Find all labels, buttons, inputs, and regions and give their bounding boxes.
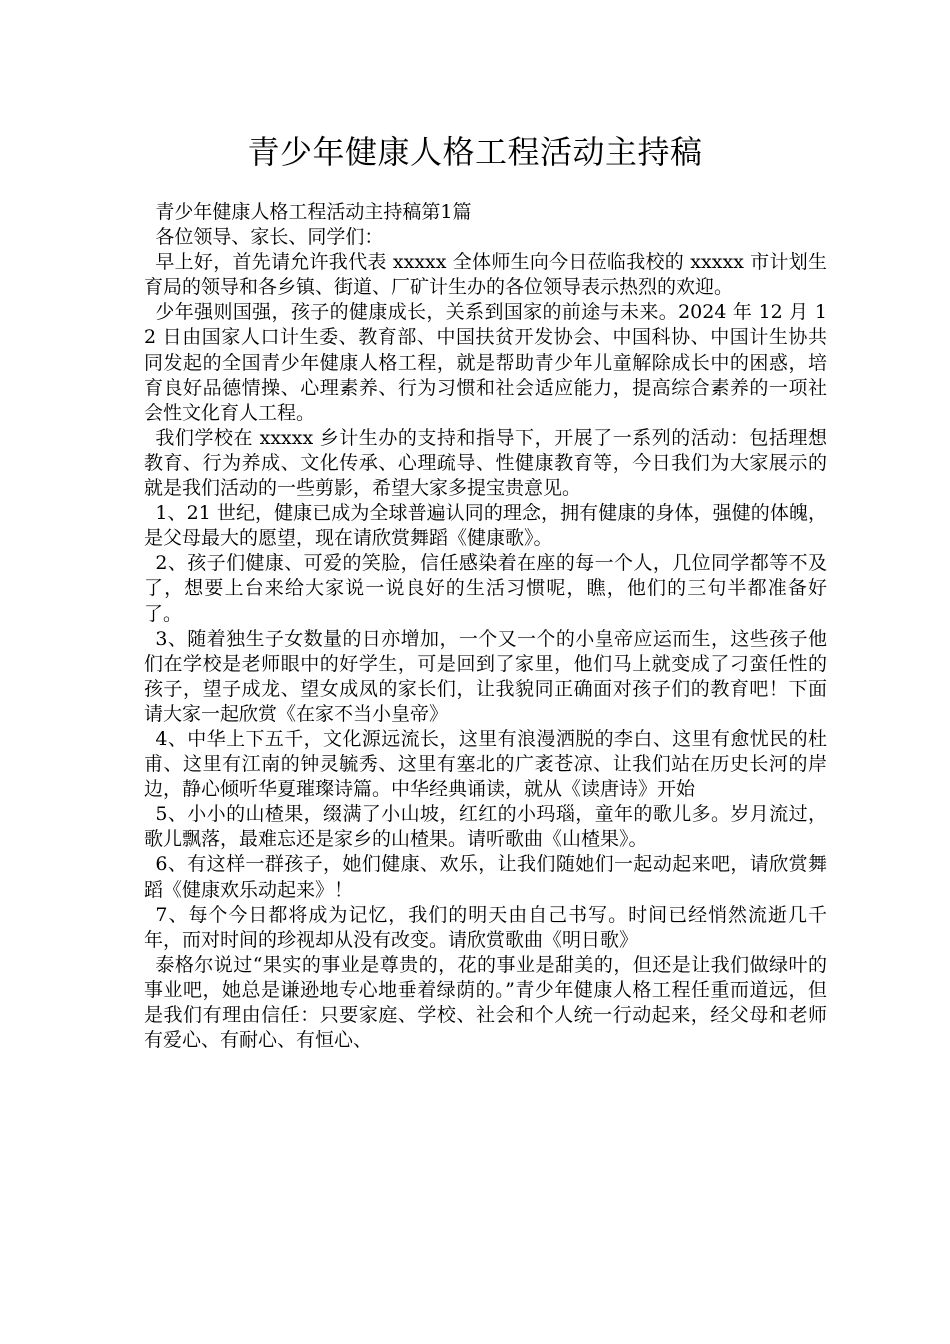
paragraph-section-heading: 青少年健康人格工程活动主持稿第1篇 xyxy=(155,201,472,223)
document-title: 青少年健康人格工程活动主持稿 xyxy=(247,133,703,171)
paragraph-closing: 泰格尔说过“果实的事业是尊贵的，花的事业是甜美的，但还是让我们做绿叶的事业吧，她总是谦逊地专心地垂着绿荫的。”青少年健康人格工程任重而道远，但是我们有理由信任：只要家庭、学校、社会和个人统一行动起来，经父母和老师有爱心、有耐心、有恒心、 xyxy=(144,953,827,1052)
paragraph-welcome: 早上好，首先请允许我代表 xxxxx 全体师生向今日莅临我校的 xxxxx 市计划生育局的领导和各乡镇、街道、厂矿计生办的各位领导表示热烈的欢迎。 xyxy=(144,251,827,299)
paragraph-item-2: 2、孩子们健康、可爱的笑脸，信任感染着在座的每一个人，几位同学都等不及了，想要上台来给大家说一说良好的生活习惯呢，瞧，他们的三句半都准备好了。 xyxy=(144,552,827,625)
paragraph-activities: 我们学校在 xxxxx 乡计生办的支持和指导下，开展了一系列的活动：包括理想教育、行为养成、文化传承、心理疏导、性健康教育等，今日我们为大家展示的就是我们活动的一些剪影，希望大家多提宝贵意见。 xyxy=(144,426,827,500)
paragraph-item-6: 6、有这样一群孩子，她们健康、欢乐，让我们随她们一起动起来吧，请欣赏舞蹈《健康欢乐动起来》！ xyxy=(144,853,827,901)
paragraph-item-3: 3、随着独生子女数量的日亦增加，一个又一个的小皇帝应运而生，这些孩子他们在学校是老师眼中的好学生，可是回到了家里，他们马上就变成了刁蛮任性的孩子，望子成龙、望女成凤的家长们，让我貌同正确面对孩子们的教育吧！下面请大家一起欣赏《在家不当小皇帝》 xyxy=(144,627,827,725)
paragraph-item-4: 4、中华上下五千，文化源远流长，这里有浪漫洒脱的李白、这里有愈忧民的杜甫、这里有江南的钟灵毓秀、这里有塞北的广袤苍凉、让我们站在历史长河的岸边，静心倾听华夏璀璨诗篇。中华经典诵读，就从《读唐诗》开始 xyxy=(144,727,827,801)
paragraph-item-1: 1、21 世纪，健康已成为全球普遍认同的理念，拥有健康的身体，强健的体魄，是父母最大的愿望，现在请欣赏舞蹈《健康歌》。 xyxy=(144,502,827,550)
paragraph-salutation: 各位领导、家长、同学们： xyxy=(155,226,384,249)
paragraph-background: 少年强则国强，孩子的健康成长，关系到国家的前途与未来。2024 年 12 月 12 日由国家人口计生委、教育部、中国扶贫开发协会、中国科协、中国计生协共同发起的全国青少年健康人格工程，就是帮助青少年儿童解除成长中的困惑，培育良好品德情操、心理素养、行为习惯和社会适应能力，提高综合素养的一项社会性文化育人工程。 xyxy=(144,301,827,424)
paragraph-item-5: 5、小小的山楂果，缀满了小山坡，红红的小玛瑙，童年的歌儿多。岁月流过，歌儿飘落，最难忘还是家乡的山楂果。请听歌曲《山楂果》。 xyxy=(144,803,827,851)
document-body xyxy=(144,200,827,1053)
paragraph-item-7: 7、每个今日都将成为记忆，我们的明天由自己书写。时间已经悄然流逝几千年，而对时间的珍视却从没有改变。请欣赏歌曲《明日歌》 xyxy=(144,903,827,951)
